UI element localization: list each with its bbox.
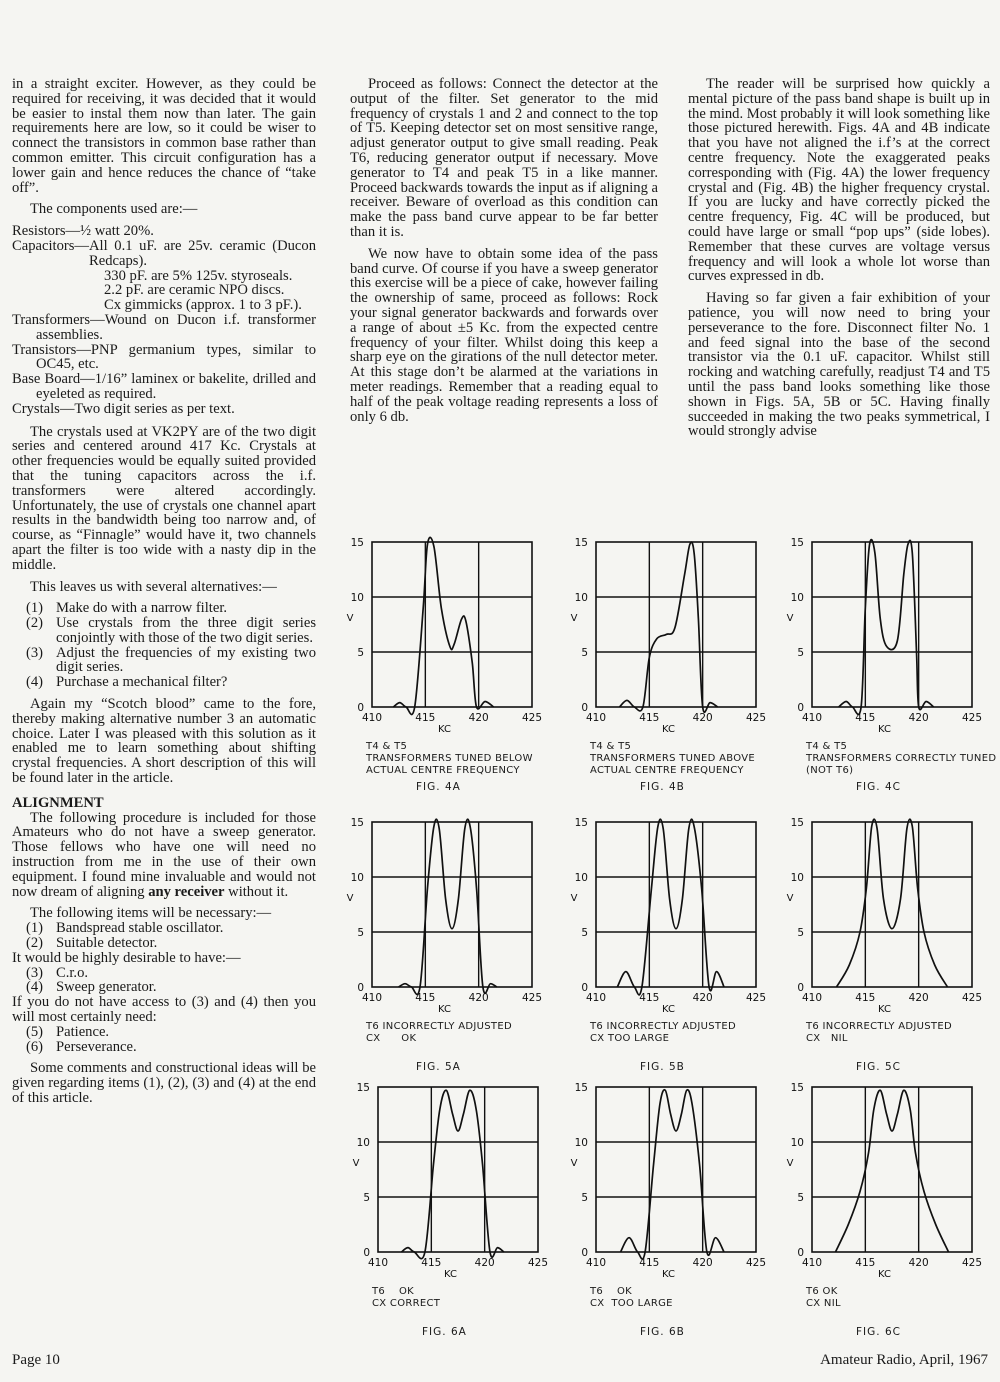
component-transistors: Transistors—PNP germanium types, similar to OC45, etc. [12,341,316,373]
list-text: Make do with a narrow filter. [56,600,228,617]
component-transformers: Transformers—Wound on Ducon i.f. transformer assemblies. [12,311,316,343]
x-tick-label: 415 [639,1257,660,1269]
y-axis-label: V [570,1158,578,1170]
list-number: (4) [26,674,44,691]
y-tick-label: 5 [581,927,588,939]
graph-frame [812,822,972,987]
y-tick-label: 5 [797,1192,804,1204]
component-value: ½ watt 20%. [80,223,154,240]
x-tick-label: 415 [855,992,876,1004]
caption-line: T6 INCORRECTLY ADJUSTED [590,1021,736,1032]
figure-label: FIG. 4C [856,781,901,793]
caption-line: TRANSFORMERS TUNED ABOVE [590,753,755,764]
required-list [12,1025,316,1055]
graph-svg [786,537,983,737]
section-heading: ALIGNMENT [12,794,104,811]
paragraph: We now have to obtain some idea of the pass band curve. Of course if you have a sweep generator this exercise will be a piece of cake, however failing the ownership of same, proceed as follows: Rock your signal generator backwards and forwards over a range of about ±5 Kc. from the expected centre frequency of your filter. Whilst doing this keep a sharp eye on the girations of the null detector meter. At this stage don’t be alarmed at the variations in meter readings. Remember that a reading equal to half of the peak voltage reading represents a loss of only 6 db. [350,245,658,425]
y-tick-label: 15 [350,537,364,549]
list-number: (1) [26,600,44,617]
y-tick-label: 5 [581,1192,588,1204]
figure-caption [590,1286,673,1310]
x-tick-label: 410 [361,992,383,1004]
graph-frame [372,542,532,707]
paragraph: The following items will be necessary:— [30,905,272,922]
figure-label: FIG. 5B [640,1061,685,1073]
x-tick-label: 425 [961,992,983,1004]
y-tick-label: 5 [797,927,804,939]
component-crystals: Crystals—Two digit series as per text. [12,400,235,417]
list-number: (1) [26,920,44,937]
pass-band-graph-5a [346,817,543,1017]
page-number: Page 10 [12,1352,60,1368]
x-tick-label: 425 [521,712,543,724]
x-tick-label: 415 [855,712,876,724]
text: without it. [224,883,289,900]
y-tick-label: 10 [350,872,364,884]
y-axis-label: V [786,893,794,905]
paragraph: Proceed as follows: Connect the detector at the output of the filter. Set generator to the mid frequency of crystals 1 and 2 and connect to the top of T5. Keeping detector set on most sensitive range, adjust generator output to give small reading. Peak T6, reducing generator output if necessary. Move generator to T4 and peak T5 in a like manner. Proceed backwards towards the input as if aligning a receiver. Beware of overload as this condition can make the pass band curve appear to be far better than it is. [350,76,659,240]
y-tick-label: 0 [363,1247,370,1259]
caption-line: (NOT T6) [806,765,854,776]
x-tick-label: 415 [415,712,436,724]
x-tick-label: 425 [745,712,767,724]
y-tick-label: 0 [797,1247,804,1259]
y-tick-label: 15 [790,817,804,829]
paragraph: in a straight exciter. However, as they could be required for receiving, it was decided that it would be easier to instal them now than later. The gain requirements here are low, so it could be wiser to connect the transistors in common base rather than common emitter. This circuit configuration has a lower gain and hence reduces the chance of “take off”. [12,76,316,196]
list-text: Patience. [56,1023,110,1040]
caption-line: T4 & T5 [590,741,632,752]
y-tick-label: 5 [363,1192,370,1204]
x-axis-label: KC [662,724,676,735]
list-text: Purchase a mechanical filter? [56,674,228,691]
figure-label: FIG. 6A [422,1326,467,1338]
y-axis-label: V [346,893,354,905]
x-axis-label: KC [438,1004,452,1015]
y-tick-label: 15 [574,537,588,549]
figure-label: FIG. 5C [856,1061,901,1073]
y-tick-label: 15 [574,817,588,829]
pass-band-graph-4c [786,537,983,737]
x-tick-label: 410 [367,1257,389,1269]
graph-frame [372,822,532,987]
list-item [12,921,316,936]
publication-footer: Amateur Radio, April, 1967 [820,1352,988,1368]
x-axis-label: KC [662,1004,676,1015]
list-number: (5) [26,1023,44,1040]
y-tick-label: 0 [581,1247,588,1259]
column-left [12,77,316,1113]
x-tick-label: 420 [474,1257,495,1269]
x-axis-label: KC [878,1004,892,1015]
list-item [12,646,316,676]
caption-line: ACTUAL CENTRE FREQUENCY [366,765,520,776]
list-text: Adjust the frequencies of my existing two digit series. [56,644,316,676]
x-tick-label: 415 [639,712,660,724]
caption-line: TRANSFORMERS CORRECTLY TUNED [806,753,997,764]
x-tick-label: 410 [361,712,383,724]
desirable-list [12,966,316,996]
component-label: Capacitors— [12,237,90,254]
graph-svg [786,1082,983,1282]
figure-caption [366,741,533,777]
paragraph [12,811,316,900]
x-tick-label: 420 [908,1257,929,1269]
caption-line: CX OK [366,1033,417,1044]
caption-line: ACTUAL CENTRE FREQUENCY [590,765,744,776]
x-axis-label: KC [444,1269,458,1280]
caption-line: T4 & T5 [806,741,848,752]
x-tick-label: 420 [692,712,713,724]
y-tick-label: 15 [356,1082,370,1094]
y-tick-label: 10 [574,592,588,604]
x-tick-label: 410 [801,1257,823,1269]
y-tick-label: 5 [581,647,588,659]
response-curve [837,819,948,987]
y-tick-label: 10 [574,1137,588,1149]
text: The following procedure is included for those Amateurs who do not have a sweep generator. Those fellows who have one will need no instruction from me in the use of their own equipment. I found mine invaluable and would not now dream of aligning [12,809,316,900]
paragraph: Again my “Scotch blood” came to the fore, thereby making alternative number 3 an automatic choice. Later I was pleased with this solution as it enabled me to learn something about shifting crystal frequencies. A short description of this will be found later in the article. [12,696,316,787]
figure-label: FIG. 4B [640,781,685,793]
y-tick-label: 0 [581,982,588,994]
x-tick-label: 425 [527,1257,549,1269]
pass-band-graph-6a [352,1082,549,1282]
x-tick-label: 420 [692,1257,713,1269]
x-tick-label: 410 [801,992,823,1004]
text: It would be highly desirable to have:— [12,949,241,966]
component-baseboard: Base Board—1/16” laminex or bakelite, drilled and eyeleted as required. [12,371,316,402]
y-tick-label: 15 [790,1082,804,1094]
x-tick-label: 420 [908,992,929,1004]
y-tick-label: 10 [350,592,364,604]
y-tick-label: 5 [357,927,364,939]
x-tick-label: 425 [745,992,767,1004]
column-middle [350,77,658,431]
y-tick-label: 10 [790,872,804,884]
graph-svg [570,817,767,1017]
list-number: (2) [26,615,44,632]
caption-line: T6 INCORRECTLY ADJUSTED [806,1021,952,1032]
response-curve [621,1090,724,1259]
figure-label: FIG. 6B [640,1326,685,1338]
graph-svg [352,1082,549,1282]
list-text: Use crystals from the three digit series conjointly with those of the two digit series. [56,615,316,646]
y-tick-label: 0 [357,982,364,994]
list-item [12,966,316,981]
list-item [12,1040,316,1055]
x-tick-label: 420 [468,712,489,724]
list-text: Bandspread stable oscillator. [56,920,224,937]
list-number: (6) [26,1038,44,1055]
pass-band-graph-4a [346,537,543,737]
graph-frame [378,1087,538,1252]
x-tick-label: 425 [521,992,543,1004]
pass-band-graph-5b [570,817,767,1017]
x-axis-label: KC [438,724,452,735]
caption-line: CX TOO LARGE [590,1298,673,1309]
figure-caption [372,1286,440,1310]
x-tick-label: 415 [415,992,436,1004]
component-capacitors [12,239,316,269]
y-tick-label: 0 [797,702,804,714]
figure-caption [590,1021,736,1045]
y-tick-label: 0 [581,702,588,714]
x-tick-label: 420 [692,992,713,1004]
paragraph: The components used are:— [30,201,198,218]
x-tick-label: 420 [908,712,929,724]
figure-label: FIG. 6C [856,1326,901,1338]
graph-svg [346,817,543,1017]
y-tick-label: 5 [357,647,364,659]
list-text: Perseverance. [56,1038,137,1055]
caption-line: TRANSFORMERS TUNED BELOW [366,753,533,764]
list-item [12,601,316,616]
graph-frame [812,1087,972,1252]
x-tick-label: 415 [421,1257,442,1269]
y-tick-label: 5 [797,647,804,659]
paragraph: The reader will be surprised how quickly a mental picture of the pass band shape is built up in the mind. Most probably it will look something like those pictured herewith. Figs. 4A and 4B indicate that you have not aligned the i.f’s at the correct centre frequency. Note the exaggerated peaks corresponding with (Fig. 4A) the lower frequency crystal and (Fig. 4B) the higher frequency crystal. If you are lucky and have correctly picked the centre frequency, Fig. 4C will be produced, but could have large or small “pop ups” (side lobes). Remember that these curves are voltage versus frequency and will look a whole lot worse than curves expressed in db. [688,76,990,285]
caption-line: CX TOO LARGE [590,1033,670,1044]
graph-svg [570,537,767,737]
y-axis-label: V [570,613,578,625]
figure-label: FIG. 4A [416,781,461,793]
response-curve [401,1090,503,1258]
y-axis-label: V [352,1158,360,1170]
graph-frame [596,822,756,987]
paragraph: Having so far given a fair exhibition of your patience, you will now need to bring your perseverance to the fore. Disconnect filter No. 1 and feed signal into the base of the second transistor via the 0.1 uF. capacitor. Whilst still rocking and watching carefully, readjust T4 and T5 until the pass band looks something like those shown in Figs. 5A, 5B or 5C. Having finally succeeded in making the two peaks symmetrical, I would strongly advise [688,290,990,440]
x-tick-label: 410 [585,712,607,724]
component-label: Resistors— [12,223,81,240]
list-text: C.r.o. [56,964,89,981]
y-tick-label: 10 [356,1137,370,1149]
graph-svg [570,1082,767,1282]
y-tick-label: 15 [350,817,364,829]
y-tick-label: 0 [797,982,804,994]
list-text: Suitable detector. [56,935,158,952]
graph-svg [346,537,543,737]
paragraph: The crystals used at VK2PY are of the two digit series and centered around 417 Kc. Crystals at other frequencies would be equally suited provided that the tuning capacitors across the i.f. transformers were altered accordingly. Unfortunately, the use of crystals one channel apart results in the bandwidth being too narrow and, of course, as “Finnagle” would have it, two channels apart the filter is too wide with a nasty dip in the middle. [12,423,316,573]
y-tick-label: 10 [574,872,588,884]
x-tick-label: 410 [585,992,607,1004]
figure-caption [806,1021,952,1045]
pass-band-graph-6b [570,1082,767,1282]
caption-line: CX NIL [806,1298,841,1309]
component-value: 2.2 pF. are ceramic NPO discs. [104,282,285,299]
caption-line: T6 OK [372,1286,415,1297]
y-tick-label: 15 [574,1082,588,1094]
x-tick-label: 415 [639,992,660,1004]
caption-line: CX NIL [806,1033,848,1044]
component-resistors [12,224,316,239]
column-right [688,77,990,446]
component-value: All 0.1 uF. are 25v. ceramic (Ducon Redcaps). [89,237,316,269]
list-number: (3) [26,964,44,981]
x-tick-label: 410 [801,712,823,724]
emphasis: any receiver [148,883,225,900]
y-tick-label: 15 [790,537,804,549]
figure-caption [590,741,755,777]
x-axis-label: KC [662,1269,676,1280]
list-number: (4) [26,979,44,996]
caption-line: T4 & T5 [366,741,408,752]
x-tick-label: 425 [745,1257,767,1269]
list-text: Sweep generator. [56,979,157,996]
alternatives-list [12,601,316,690]
x-tick-label: 415 [855,1257,876,1269]
y-tick-label: 10 [790,592,804,604]
y-axis-label: V [786,1158,794,1170]
figure-label: FIG. 5A [416,1061,461,1073]
y-tick-label: 10 [790,1137,804,1149]
response-curve [835,1090,948,1252]
text: If you do not have access to (3) and (4) then you will most certainly need: [12,994,316,1026]
response-curve [399,819,497,994]
caption-line: T6 INCORRECTLY ADJUSTED [366,1021,512,1032]
needed-list [12,921,316,951]
response-curve [617,819,724,995]
list-item [12,675,316,690]
figure-caption [806,741,996,777]
x-axis-label: KC [878,1269,892,1280]
graph-svg [786,817,983,1017]
y-axis-label: V [346,613,354,625]
list-item [12,936,316,951]
list-number: (2) [26,935,44,952]
y-tick-label: 0 [357,702,364,714]
x-tick-label: 425 [961,712,983,724]
component-value: Cx gimmicks (approx. 1 to 3 pF.). [104,297,302,314]
graph-frame [812,542,972,707]
x-tick-label: 425 [961,1257,983,1269]
caption-line: CX CORRECT [372,1298,441,1309]
paragraph: Some comments and constructional ideas will be given regarding items (1), (2), (3) and (4) at the end of this article. [12,1060,316,1106]
component-value: 330 pF. are 5% 125v. styroseals. [104,267,293,284]
list-item [12,1025,316,1040]
y-axis-label: V [570,893,578,905]
list-item [12,980,316,995]
pass-band-graph-4b [570,537,767,737]
figure-caption [366,1021,512,1045]
list-item [12,616,316,646]
x-tick-label: 410 [585,1257,607,1269]
x-axis-label: KC [878,724,892,735]
x-tick-label: 420 [468,992,489,1004]
figure-caption [806,1286,841,1310]
list-number: (3) [26,644,44,661]
graph-frame [596,1087,756,1252]
caption-line: T6 OK [590,1286,633,1297]
y-axis-label: V [786,613,794,625]
caption-line: T6 OK [806,1286,838,1297]
pass-band-graph-6c [786,1082,983,1282]
pass-band-graph-5c [786,817,983,1017]
paragraph: This leaves us with several alternatives:— [30,578,277,595]
